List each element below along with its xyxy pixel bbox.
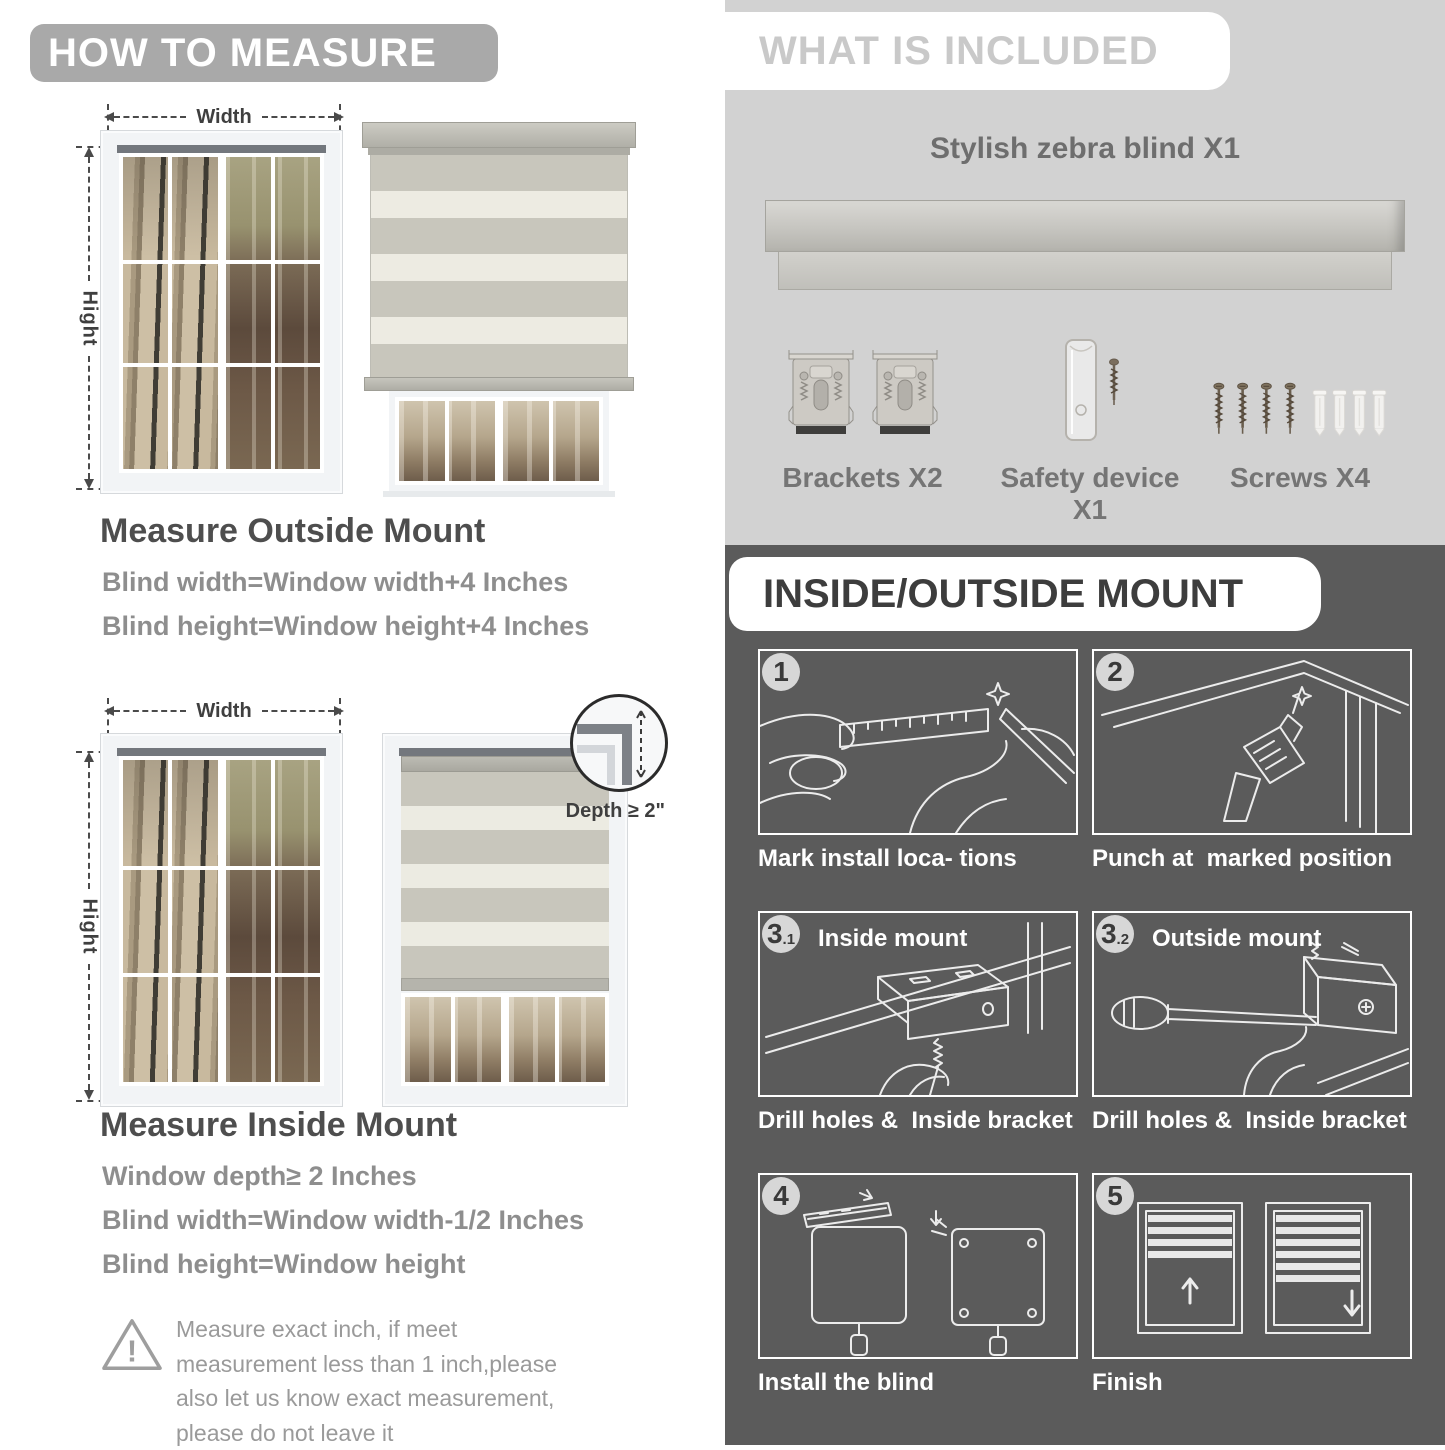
safety-device-illustration — [990, 336, 1190, 448]
right-column — [725, 0, 1445, 1445]
instruction-line: Blind height=Window height+4 Inches — [102, 611, 590, 641]
what-is-included-banner: WHAT IS INCLUDED — [725, 12, 1230, 90]
arrow-down-icon — [84, 479, 94, 489]
instruction-line: Blind width=Window width+4 Inches — [102, 567, 569, 597]
step-3-1-panel — [758, 911, 1078, 1097]
warning-text: Measure exact inch, if meet measurement less than 1 inch,please also let us know exact measurement, please do not leave it — [176, 1316, 557, 1446]
step-3-1-caption: Drill holes & Inside bracket — [758, 1107, 1073, 1134]
safety-device-icon — [1048, 336, 1132, 448]
window-illustration-inside — [100, 733, 343, 1107]
step-5 — [1092, 1173, 1412, 1397]
step-1-caption: Mark install loca- tions — [758, 845, 1017, 872]
width-arrow-outside — [104, 105, 344, 128]
step-3-1 — [758, 911, 1078, 1135]
width-arrow-inside — [104, 699, 344, 722]
mount-section — [725, 545, 1445, 1445]
step-1-panel — [758, 649, 1078, 835]
arrow-left-icon — [104, 112, 114, 122]
screws-illustration — [1205, 382, 1395, 440]
finish-icon — [1094, 1175, 1410, 1357]
brackets-illustration — [780, 344, 945, 440]
arrow-up-icon — [84, 147, 94, 157]
step-number-badge: 1 — [762, 653, 800, 691]
inside-mount-instructions — [102, 1154, 584, 1286]
step-3-2-title: Outside mount — [1152, 925, 1322, 952]
product-label: Stylish zebra blind X1 — [929, 132, 1241, 165]
blind-bottom-rail — [401, 978, 609, 991]
screws-label: Screws X4 — [1229, 462, 1371, 493]
step-number-badge: 2 — [1096, 653, 1134, 691]
outside-mount-instructions — [102, 560, 589, 648]
instruction-line: Blind height=Window height — [102, 1249, 466, 1279]
blind-headrail-lower-bar — [778, 252, 1392, 290]
drill-icon — [1094, 651, 1410, 833]
step-number-badge: 4 — [762, 1177, 800, 1215]
step-4-caption: Install the blind — [758, 1369, 935, 1396]
window-glass-below-blind — [401, 993, 609, 1086]
window-sash-left — [119, 153, 222, 473]
window-sash-right — [222, 756, 325, 1086]
height-arrow-inside — [78, 752, 101, 1100]
step-number-badge: 3 .2 — [1096, 915, 1134, 953]
step-3-2-panel — [1092, 911, 1412, 1097]
width-label: Width — [196, 105, 252, 128]
step-5-caption: Finish — [1092, 1369, 1163, 1396]
inside-outside-mount-banner: INSIDE/OUTSIDE MOUNT — [729, 557, 1321, 631]
step-3-2 — [1092, 911, 1412, 1135]
instruction-line: Window depth≥ 2 Inches — [102, 1161, 417, 1191]
window-head-shadow — [117, 145, 326, 153]
step-2-caption: Punch at marked position — [1092, 845, 1393, 872]
step-3-2-caption: Drill holes & Inside bracket — [1092, 1107, 1407, 1134]
height-label: Hight — [78, 897, 101, 955]
depth-magnifier — [570, 694, 668, 792]
height-arrow-outside — [78, 147, 101, 489]
screws-icon — [1205, 382, 1395, 440]
step-4 — [758, 1173, 1078, 1397]
dashed-guide — [107, 698, 109, 736]
dashed-guide — [339, 698, 341, 736]
blind-headrail-illustration — [765, 200, 1405, 252]
step-2-panel — [1092, 649, 1412, 835]
window-sash-right — [222, 153, 325, 473]
brackets-label: Brackets X2 — [782, 462, 943, 493]
zebra-blind-illustration-inside — [382, 733, 628, 1107]
height-label: Hight — [78, 289, 101, 347]
depth-corner-detail — [573, 697, 665, 789]
step-number-badge: 5 — [1096, 1177, 1134, 1215]
window-sash-left — [119, 756, 222, 1086]
blind-headrail — [362, 122, 636, 148]
window-below-blind — [389, 391, 609, 491]
instruction-line: Blind width=Window width-1/2 Inches — [102, 1205, 585, 1235]
arrow-up-icon — [84, 752, 94, 762]
window-illustration-outside — [100, 130, 343, 494]
safety-device-label: Safety device X1 — [1000, 462, 1180, 525]
arrow-down-icon — [84, 1090, 94, 1100]
step-4-panel — [758, 1173, 1078, 1359]
outside-mount-heading: Measure Outside Mount — [100, 512, 486, 550]
installation-steps — [758, 649, 1412, 1397]
included-section — [725, 0, 1445, 545]
arrow-left-icon — [104, 706, 114, 716]
blind-bottom-rail — [364, 377, 634, 391]
inside-mount-heading: Measure Inside Mount — [100, 1106, 458, 1144]
step-1 — [758, 649, 1078, 873]
bracket-icon — [870, 344, 940, 440]
blind-zebra-stripes — [370, 155, 628, 377]
step-3-1-title: Inside mount — [818, 925, 968, 952]
step-5-panel — [1092, 1173, 1412, 1359]
step-2 — [1092, 649, 1412, 873]
inset-blind — [401, 756, 609, 991]
window-head-shadow — [117, 748, 326, 756]
width-label: Width — [196, 699, 252, 722]
install-blind-icon — [760, 1175, 1076, 1357]
warning-triangle-icon — [100, 1316, 164, 1374]
warning-exclamation: ! — [126, 1333, 138, 1369]
how-to-measure-banner: HOW TO MEASURE — [30, 24, 498, 82]
zebra-blind-illustration-outside — [362, 122, 636, 498]
step-number-badge: 3 .1 — [762, 915, 800, 953]
mark-location-icon — [760, 651, 1076, 833]
depth-label: Depth ≥ 2" — [565, 800, 665, 822]
bracket-icon — [786, 344, 856, 440]
